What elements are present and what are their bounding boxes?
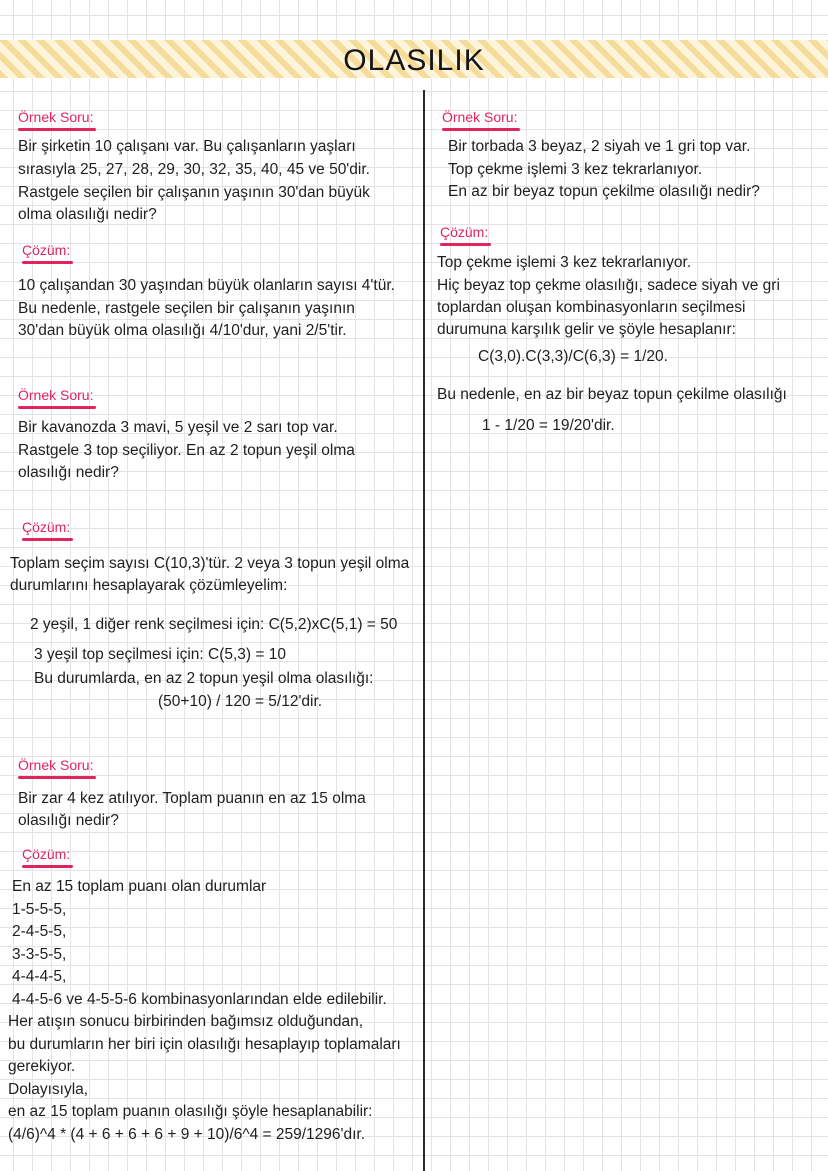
solution-formula: C(3,0).C(3,3)/C(6,3) = 1/20. bbox=[478, 348, 668, 365]
question-line: Bir zar 4 kez atılıyor. Toplam puanın en az 15 olma bbox=[18, 790, 366, 807]
question-line: Top çekme işlemi 3 kez tekrarlanıyor. bbox=[448, 161, 703, 178]
example-question-heading: Örnek Soru: bbox=[18, 109, 94, 125]
solution-result: (4/6)^4 * (4 + 6 + 6 + 6 + 9 + 10)/6^4 = 259/1296'dır. bbox=[8, 1126, 366, 1143]
example-question-heading: Örnek Soru: bbox=[18, 387, 94, 403]
example-question-heading: Örnek Soru: bbox=[442, 109, 518, 125]
page-title: OLASILIK bbox=[343, 44, 485, 77]
solution-line: en az 15 toplam puanın olasılığı şöyle hesaplanabilir: bbox=[8, 1103, 373, 1120]
solution-result: 1 - 1/20 = 19/20'dir. bbox=[482, 417, 615, 434]
solution-line: 30'dan büyük olma olasılığı 4/10'dur, yani 2/5'tir. bbox=[18, 322, 347, 339]
column-divider bbox=[423, 90, 425, 1171]
solution-line: 4-4-4-5, bbox=[12, 968, 67, 985]
solution-line: Toplam seçim sayısı C(10,3)'tür. 2 veya 3 topun yeşil olma bbox=[10, 555, 410, 572]
solution-line: Dolayısıyla, bbox=[8, 1081, 89, 1098]
solution-line: toplardan oluşan kombinasyonların seçilmesi bbox=[437, 299, 746, 316]
solution-result: (50+10) / 120 = 5/12'dir. bbox=[158, 693, 323, 710]
solution-line: Top çekme işlemi 3 kez tekrarlanıyor. bbox=[437, 254, 692, 271]
solution-heading: Çözüm: bbox=[22, 846, 71, 862]
solution-line: 3-3-5-5, bbox=[12, 946, 67, 963]
solution-line: 2-4-5-5, bbox=[12, 923, 67, 940]
solution-line: Hiç beyaz top çekme olasılığı, sadece siyah ve gri bbox=[437, 277, 780, 294]
question-line: Bir torbada 3 beyaz, 2 siyah ve 1 gri top var. bbox=[448, 138, 751, 155]
solution-line: 1-5-5-5, bbox=[12, 901, 67, 918]
solution-line: Her atışın sonucu birbirinden bağımsız olduğundan, bbox=[8, 1013, 363, 1030]
question-line: En az bir beyaz topun çekilme olasılığı nedir? bbox=[448, 183, 760, 200]
solution-heading: Çözüm: bbox=[440, 224, 489, 240]
solution-line: 4-4-5-6 ve 4-5-5-6 kombinasyonlarından elde edilebilir. bbox=[12, 991, 387, 1008]
question-line: olma olasılığı nedir? bbox=[18, 206, 157, 223]
solution-line: En az 15 toplam puanı olan durumlar bbox=[12, 878, 267, 895]
question-line: Bir kavanozda 3 mavi, 5 yeşil ve 2 sarı top var. bbox=[18, 419, 338, 436]
solution-line: Bu durumlarda, en az 2 topun yeşil olma olasılığı: bbox=[34, 670, 374, 687]
question-line: Rastgele 3 top seçiliyor. En az 2 topun yeşil olma bbox=[18, 442, 355, 459]
example-question-heading: Örnek Soru: bbox=[18, 757, 94, 773]
solution-line: 2 yeşil, 1 diğer renk seçilmesi için: C(5,2)xC(5,1) = 50 bbox=[30, 616, 398, 633]
solution-line: bu durumların her biri için olasılığı hesaplayıp toplamaları bbox=[8, 1036, 401, 1053]
question-line: olasılığı nedir? bbox=[18, 812, 119, 829]
solution-line: 10 çalışandan 30 yaşından büyük olanların sayısı 4'tür. bbox=[18, 277, 395, 294]
question-line: Rastgele seçilen bir çalışanın yaşının 30'dan büyük bbox=[18, 184, 370, 201]
solution-line: durumlarını hesaplayarak çözümleyelim: bbox=[10, 577, 288, 594]
solution-heading: Çözüm: bbox=[22, 242, 71, 258]
question-line: olasılığı nedir? bbox=[18, 464, 119, 481]
solution-line: gerekiyor. bbox=[8, 1058, 76, 1075]
question-line: Bir şirketin 10 çalışanı var. Bu çalışanların yaşları bbox=[18, 138, 356, 155]
solution-line: Bu nedenle, en az bir beyaz topun çekilme olasılığı bbox=[437, 386, 787, 403]
solution-line: 3 yeşil top seçilmesi için: C(5,3) = 10 bbox=[34, 646, 286, 663]
solution-heading: Çözüm: bbox=[22, 519, 71, 535]
question-line: sırasıyla 25, 27, 28, 29, 30, 32, 35, 40, 45 ve 50'dir. bbox=[18, 161, 370, 178]
solution-line: durumuna karşılık gelir ve şöyle hesaplanır: bbox=[437, 321, 736, 338]
solution-line: Bu nedenle, rastgele seçilen bir çalışanın yaşının bbox=[18, 300, 355, 317]
